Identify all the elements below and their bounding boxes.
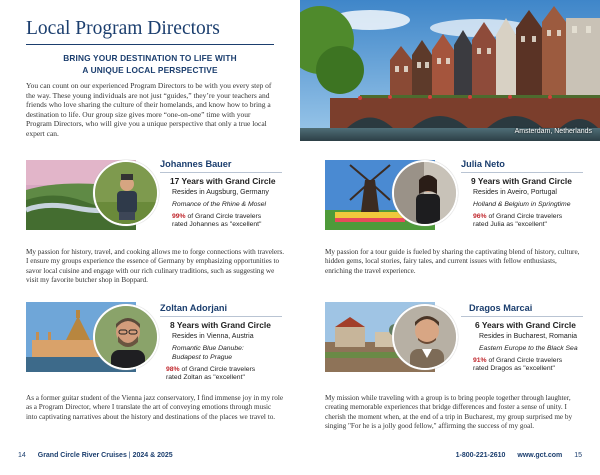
- footer-website[interactable]: www.gct.com: [517, 452, 563, 459]
- rating-text: of Grand Circle travelers: [488, 357, 563, 364]
- rating-percent: 91%: [473, 357, 487, 364]
- rating-text-line2: rated Dragos as "excellent": [473, 365, 555, 373]
- rating-text-line2: rated Zoltan as "excellent": [166, 374, 245, 382]
- director-tour: Romantic Blue Danube: Budapest to Prague: [172, 345, 244, 361]
- director-residence: Resides in Augsburg, Germany: [172, 189, 269, 196]
- director-rating: [172, 213, 287, 230]
- page-subtitle: [26, 53, 274, 76]
- page-number-right: 15: [574, 452, 582, 459]
- subtitle-line-1: BRING YOUR DESTINATION TO LIFE WITH: [63, 53, 237, 63]
- title-divider: [26, 44, 274, 45]
- hero-caption: Amsterdam, Netherlands: [514, 128, 592, 135]
- rating-percent: 98%: [166, 366, 180, 373]
- portrait-zoltan: [93, 304, 159, 370]
- portrait-dragos: [392, 304, 458, 370]
- director-years: 6 Years with Grand Circle: [475, 320, 576, 330]
- page-title: Local Program Directors: [26, 18, 220, 39]
- person-illustration: [394, 162, 458, 226]
- director-name: Zoltan Adorjani: [160, 303, 228, 313]
- rating-text: of Grand Circle travelers: [187, 213, 262, 220]
- director-tour: Eastern Europe to the Black Sea: [479, 345, 578, 352]
- director-residence: Resides in Vienna, Austria: [172, 333, 254, 340]
- name-divider: [160, 316, 282, 317]
- footer-right: [456, 452, 582, 459]
- name-divider: [160, 172, 282, 173]
- director-card-johannes: [26, 158, 286, 288]
- subtitle-line-2: A UNIQUE LOCAL PERSPECTIVE: [82, 64, 218, 75]
- person-illustration: [95, 306, 159, 370]
- director-residence: Resides in Bucharest, Romania: [479, 333, 578, 340]
- rating-text-line2: rated Julia as "excellent": [473, 221, 547, 229]
- name-divider: [461, 316, 583, 317]
- director-card-dragos: [325, 302, 585, 442]
- director-bio: My passion for history, travel, and cooking allows me to forge connections with travelers. I ensure my groups experience the essence of Germany by emphasizing opportunities to savor local cuisine and engage with our rich culinary traditions, such as suggesting we visit my favorite butcher shop in Boppard.: [26, 248, 285, 284]
- director-name: Dragos Marcai: [469, 303, 533, 313]
- amsterdam-canal-illustration: [300, 0, 600, 141]
- rating-percent: 99%: [172, 213, 186, 220]
- hero-photo-amsterdam: [300, 0, 600, 141]
- director-tour: Romance of the Rhine & Mosel: [172, 201, 267, 208]
- director-rating: [473, 357, 593, 374]
- director-card-zoltan: [26, 302, 286, 442]
- portrait-julia: [392, 160, 458, 226]
- director-years: 8 Years with Grand Circle: [170, 320, 271, 330]
- footer-phone[interactable]: 1-800-221-2610: [455, 452, 506, 459]
- director-rating: [473, 213, 591, 230]
- director-bio: My mission while traveling with a group is to bring people together through laughter, creating memorable experiences that bridge differences and foster a sense of unity. I cherish the moment when, at the end of a trip in Bucharest, my group surprised me by singing "For he is a jolly good fellow," affirming the success of my goal.: [325, 394, 573, 430]
- page-number-left: 14: [18, 452, 26, 459]
- footer-separator: |: [128, 452, 131, 459]
- director-bio: My passion for a tour guide is fueled by sharing the captivating blend of history, culture, hidden gems, local stories, fairy tales, and current issues with fellow enthusiasts, enriching the travel experience.: [325, 248, 580, 275]
- footer-left: [18, 452, 173, 459]
- rating-text: of Grand Circle travelers: [488, 213, 563, 220]
- director-years: 9 Years with Grand Circle: [471, 176, 572, 186]
- brochure-year: 2024 & 2025: [132, 452, 173, 459]
- director-name: Julia Neto: [461, 159, 505, 169]
- person-illustration: [95, 162, 159, 226]
- director-tour: Holland & Belgium in Springtime: [473, 201, 571, 208]
- rating-text: of Grand Circle travelers: [181, 366, 256, 373]
- director-name: Johannes Bauer: [160, 159, 232, 169]
- portrait-johannes: [93, 160, 159, 226]
- director-rating: [166, 366, 290, 383]
- intro-paragraph: You can count on our experienced Program Directors to be with you every step of the way. These young individuals are not just “guides,” they’re your teachers and friends who love sharing the culture of their homelands, and know how to bring a destination to life. Our group size gives more “one-on-one” time with your Program Directors, who will give you a unique perspective that only a true local expert can.: [26, 81, 272, 138]
- rating-text-line2: rated Johannes as "excellent": [172, 221, 262, 229]
- brochure-name: Grand Circle River Cruises: [37, 452, 127, 459]
- person-illustration: [394, 306, 458, 370]
- director-card-julia: [325, 158, 585, 288]
- director-years: 17 Years with Grand Circle: [170, 176, 276, 186]
- name-divider: [461, 172, 583, 173]
- director-residence: Resides in Aveiro, Portugal: [473, 189, 557, 196]
- director-bio: As a former guitar student of the Vienna jazz conservatory, I find immense joy in my role as a Program Director, where I translate the art of conveying emotions through music into captivating narratives about the history and destinations of the places we travel to.: [26, 394, 284, 421]
- rating-percent: 96%: [473, 213, 487, 220]
